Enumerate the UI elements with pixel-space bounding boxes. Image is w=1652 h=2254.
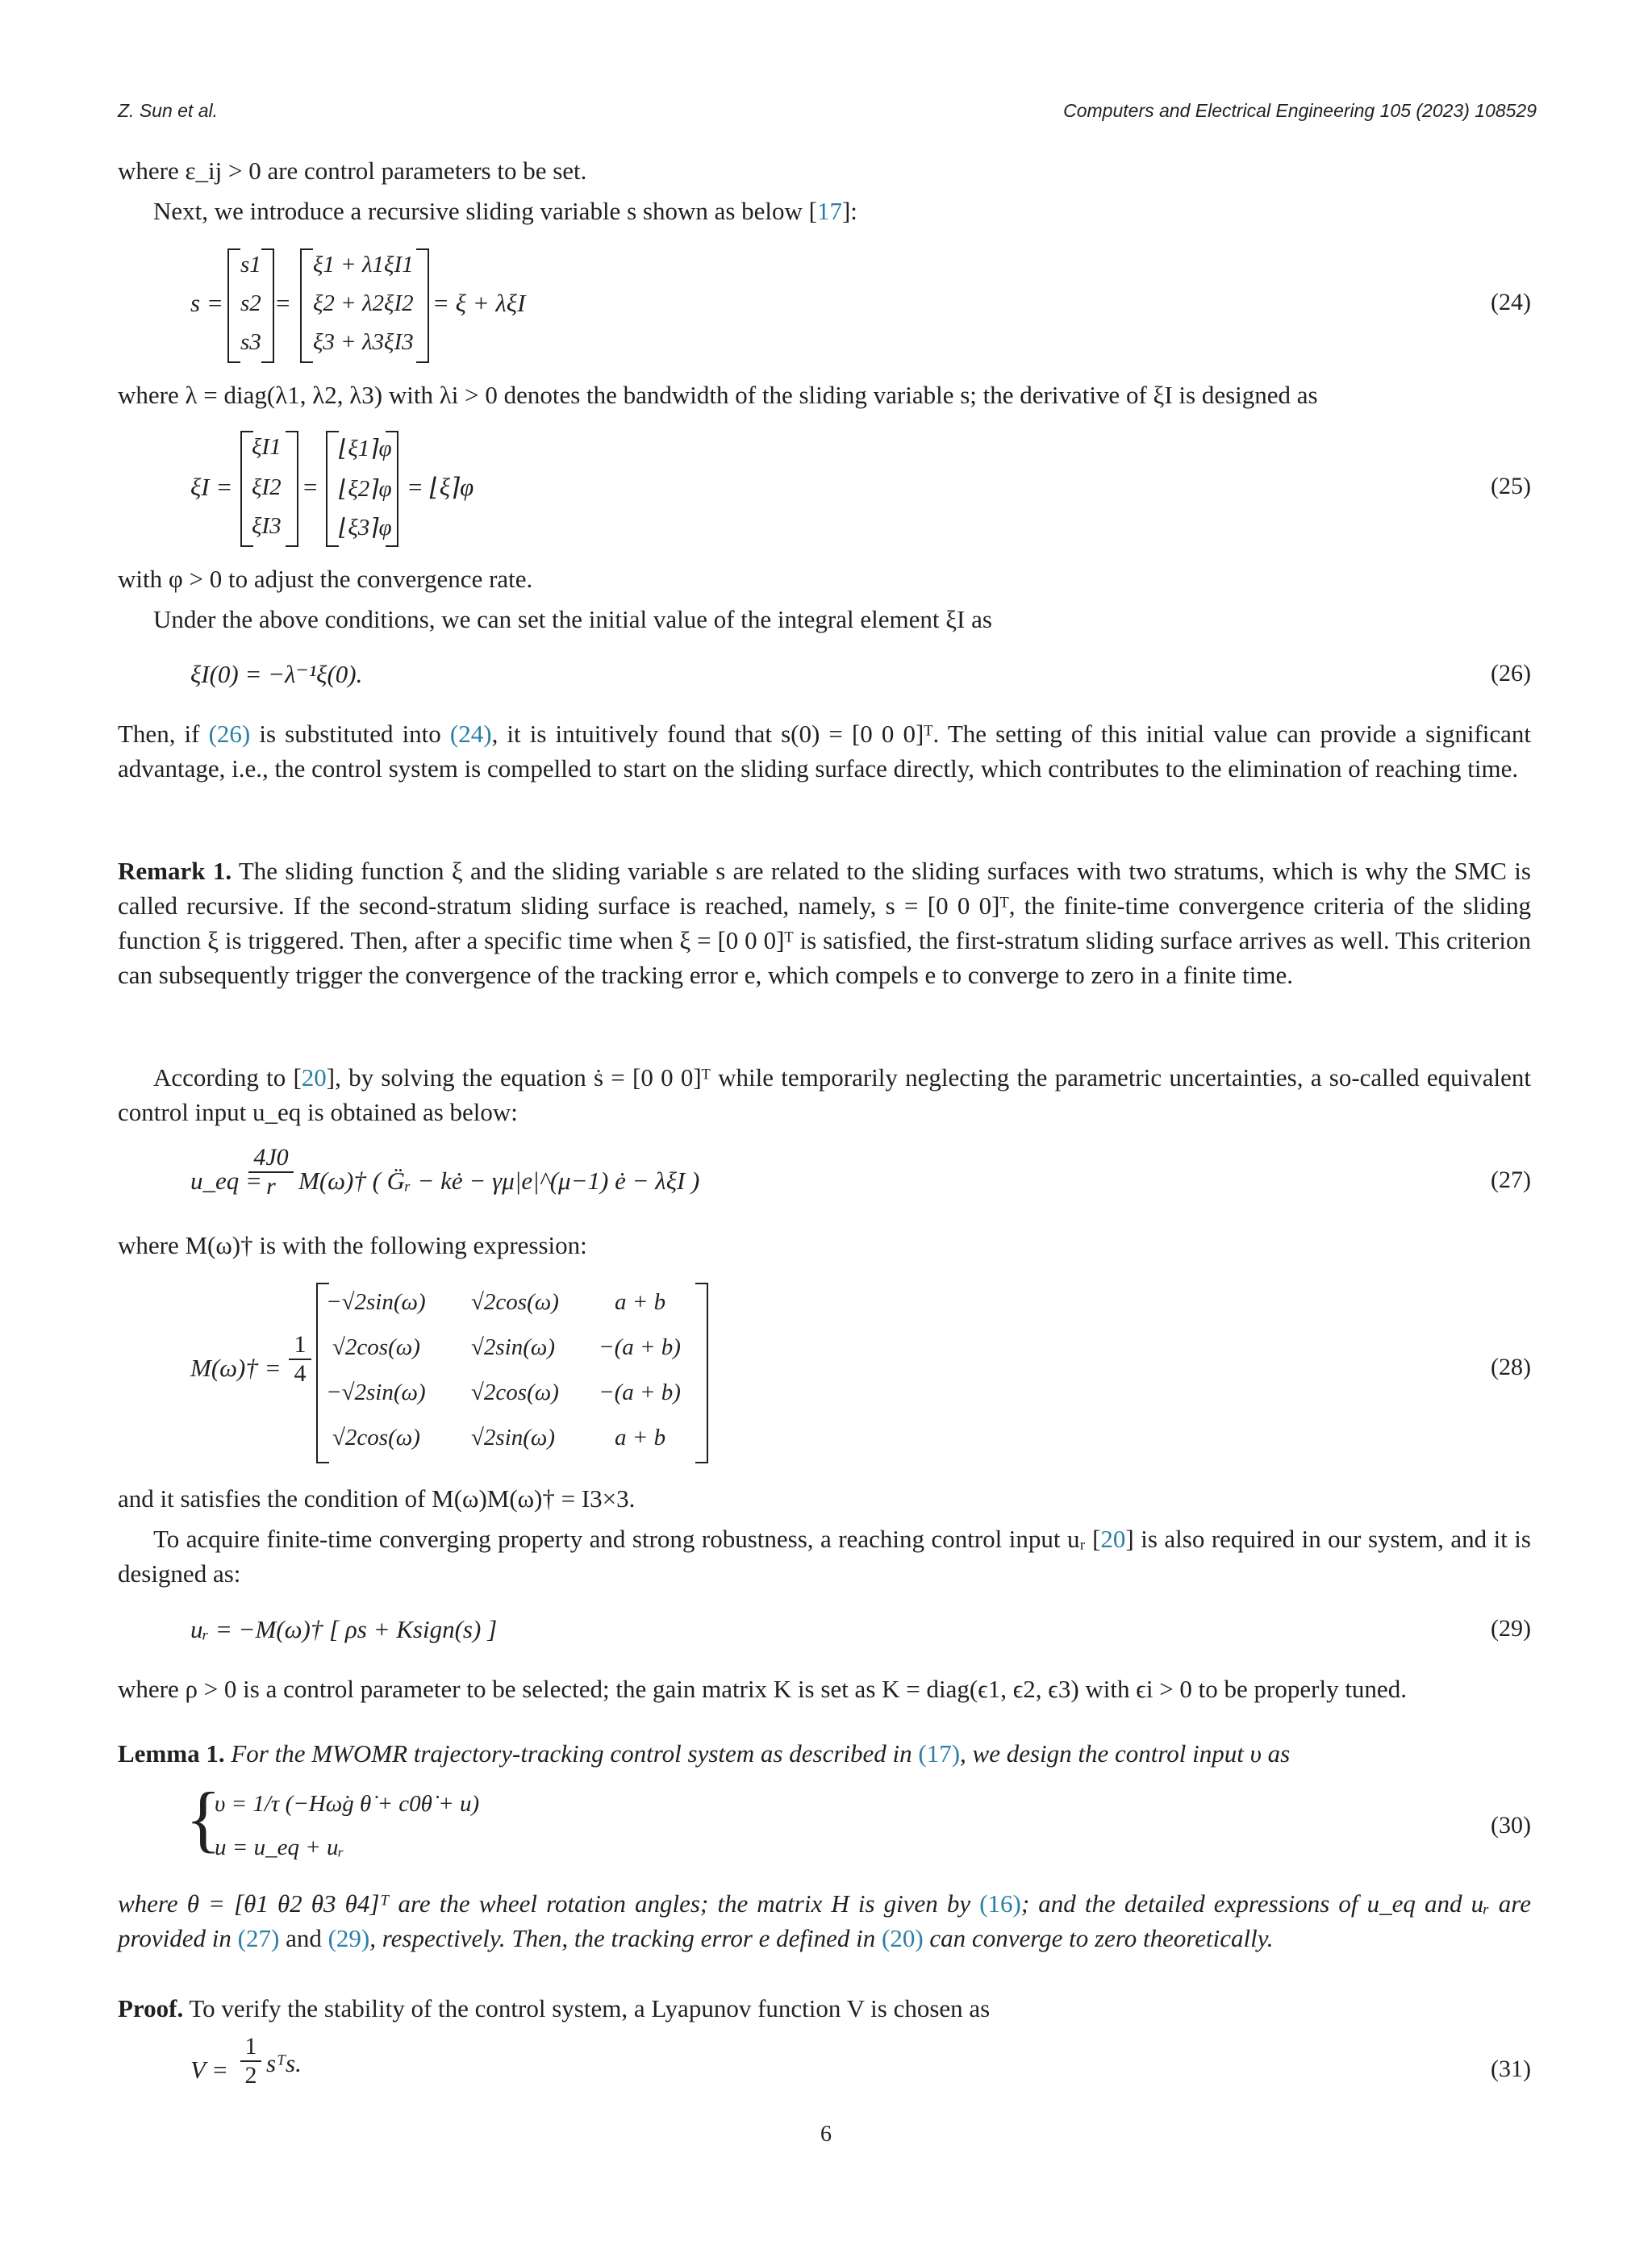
running-header-authors: Z. Sun et al. — [118, 100, 219, 121]
eq31-lhs: V = — [190, 2056, 229, 2084]
text-span: For the MWOMR trajectory-tracking control system as described in — [224, 1739, 919, 1768]
remark-body: The sliding function ξ and the sliding variable s are related to the sliding surfaces with two stratums, which is why the SMC is called recursive. If the second-stratum sliding surface is reached, namely, s = [0 0 0]ᵀ, the finite-time convergence criteria of the sliding function ξ is triggered. Then, after a specific time when ξ = [0 0 0]ᵀ is satisfied, the first-stratum sliding surface arrives as well. This criterion can subsequently trigger the convergence of the tracking error e, which compels e to converge to zero in a finite time. — [118, 857, 1531, 989]
eq27-frac-num: 4J0 — [248, 1144, 294, 1173]
equation-link-24[interactable]: (24) — [449, 720, 492, 748]
text-span: can converge to zero theoretically. — [923, 1924, 1274, 1952]
eq24-col2-row2: ξ2 + λ2ξI2 — [313, 290, 414, 316]
text-span: , we design the control input υ as — [960, 1739, 1291, 1768]
eq25-col1-row1: ξ̇I1 — [252, 434, 282, 460]
lemma-1 — [118, 1736, 1531, 1771]
bracket-right — [286, 431, 298, 547]
paragraph-substitution — [118, 716, 1531, 786]
eq24-col2-row3: ξ3 + λ3ξI3 — [313, 329, 414, 355]
eq24-col2-row1: ξ1 + λ1ξI1 — [313, 252, 414, 278]
eq25-col2-row2: ⌊ξ2⌉φ — [339, 476, 392, 502]
equation-link-27[interactable]: (27) — [237, 1924, 280, 1952]
eq24-col1-row3: s3 — [240, 329, 261, 355]
paragraph-phi: with φ > 0 to adjust the convergence rate. — [118, 565, 533, 593]
eq29-body: uᵣ = −M(ω)† [ ρs + Ksign(s) ] — [190, 1615, 498, 1643]
paragraph-sliding-intro — [118, 194, 1531, 228]
eq31-frac-num: 1 — [240, 2033, 261, 2062]
text-span: where θ = [θ1 θ2 θ3 θ4]ᵀ are the wheel rotation angles; the matrix H is given by — [118, 1889, 980, 1918]
eq30-brace: { — [186, 1777, 222, 1860]
equation-number-28: (28) — [1491, 1354, 1531, 1380]
equation-number-25: (25) — [1491, 473, 1531, 499]
eq30-line1: υ = 1/τ (−Hω̇g θ̇ + c0θ̇ + u) — [215, 1791, 480, 1817]
proof-body: To verify the stability of the control system, a Lyapunov function V is chosen as — [183, 1994, 991, 2022]
proof — [118, 1991, 1531, 2026]
eq28-r3c3: −(a + b) — [599, 1380, 681, 1405]
paragraph-control-params: where ε_ij > 0 are control parameters to be set. — [118, 157, 587, 185]
eq28-r3c2: √2cos(ω) — [471, 1380, 559, 1405]
paragraph-initial-value: Under the above conditions, we can set the initial value of the integral element ξI as — [153, 605, 992, 633]
eq25-lhs: ξ̇I = — [190, 473, 233, 501]
eq28-r4c3: a + b — [615, 1425, 666, 1450]
text-span: Next, we introduce a recursive sliding variable s shown as below [ — [153, 197, 817, 225]
eq30-line2: u = u_eq + uᵣ — [215, 1835, 344, 1860]
eq25-rhs: = ⌊ξ⌉φ — [407, 473, 474, 501]
text-span: Then, if — [118, 720, 209, 748]
eq28-r1c2: √2cos(ω) — [471, 1289, 559, 1315]
bracket-right — [261, 248, 274, 363]
equation-link-16[interactable]: (16) — [979, 1889, 1021, 1918]
bracket-right — [416, 248, 429, 363]
eq25-col1-row2: ξ̇I2 — [252, 474, 282, 500]
text-span: ; and the detailed expressions of u_eq and uᵣ are provided in — [118, 1889, 1531, 1952]
text-span: ], by solving the equation ṡ = [0 0 0]ᵀ while temporarily neglecting the parametric uncertainties, a so-called equivalent control input u_eq is obtained as below: — [118, 1063, 1532, 1126]
eq25-col2-row3: ⌊ξ3⌉φ — [339, 515, 392, 541]
eq28-r1c1: −√2sin(ω) — [326, 1289, 426, 1315]
citation-link[interactable]: 17 — [816, 197, 842, 225]
equation-number-27: (27) — [1491, 1167, 1531, 1193]
eq28-r2c3: −(a + b) — [599, 1334, 681, 1360]
equation-number-26: (26) — [1491, 660, 1531, 687]
eq31-rhs: sᵀs. — [266, 2049, 302, 2077]
eq28-frac — [289, 1331, 311, 1388]
eq28-r2c2: √2sin(ω) — [471, 1334, 556, 1360]
eq28-r3c1: −√2sin(ω) — [326, 1380, 426, 1405]
citation-link[interactable]: 20 — [301, 1063, 327, 1092]
text-span: is substituted into — [250, 720, 450, 748]
eq25-col1-row3: ξ̇I3 — [252, 513, 282, 539]
eq24-col1-row2: s2 — [240, 290, 261, 316]
equation-number-31: (31) — [1491, 2056, 1531, 2082]
eq-equals: = — [274, 289, 291, 317]
bracket-left — [326, 431, 339, 547]
remark-label: Remark 1. — [118, 857, 232, 885]
equation-number-29: (29) — [1491, 1615, 1531, 1642]
paragraph-pseudoinverse: where M(ω)† is with the following expression: — [118, 1231, 587, 1259]
eq24-rhs: = ξ + λξI — [432, 289, 526, 317]
eq27-lhs: u_eq = — [190, 1167, 262, 1195]
paragraph-lemma-conclusion — [118, 1886, 1531, 1956]
text-span: According to [ — [153, 1063, 302, 1092]
text-span: ] is also required in our system, and it is designed as: — [118, 1525, 1531, 1588]
eq28-r2c1: √2cos(ω) — [332, 1334, 420, 1360]
eq27-frac-den: r — [266, 1173, 276, 1200]
equation-link-26[interactable]: (26) — [208, 720, 251, 748]
paragraph-identity-condition: and it satisfies the condition of M(ω)M(ω)† = I3×3. — [118, 1484, 636, 1513]
eq28-r4c2: √2sin(ω) — [471, 1425, 556, 1450]
eq26-body: ξI(0) = −λ⁻¹ξ(0). — [190, 660, 363, 688]
eq27-frac — [248, 1144, 294, 1200]
lemma-label: Lemma 1. — [118, 1739, 225, 1768]
eq27-rhs: M(ω)† ( G̈ᵣ − kė − γμ|e|^(μ−1) ė − λξ̇I ) — [298, 1167, 700, 1195]
eq24-lhs: s = — [190, 289, 223, 317]
equation-link-29[interactable]: (29) — [327, 1924, 370, 1952]
eq28-r1c3: a + b — [615, 1289, 666, 1315]
text-span: , respectively. Then, the tracking error e defined in — [369, 1924, 882, 1952]
text-span: ]: — [841, 197, 857, 225]
paragraph-reaching-control — [118, 1521, 1531, 1591]
text-span: and — [279, 1924, 328, 1952]
bracket-left — [227, 248, 240, 363]
paragraph-gain-matrix: where ρ > 0 is a control parameter to be selected; the gain matrix K is set as K = diag(ϵ1, ϵ2, ϵ3) with ϵi > 0 to be properly tuned. — [118, 1675, 1407, 1703]
paragraph-equivalent-control — [118, 1060, 1531, 1129]
equation-link-20[interactable]: (20) — [882, 1924, 924, 1952]
eq-equals: = — [302, 473, 319, 501]
equation-number-30: (30) — [1491, 1812, 1531, 1839]
eq31-frac-den: 2 — [244, 2062, 257, 2089]
eq28-lhs: M(ω)† = — [190, 1354, 282, 1382]
equation-number-24: (24) — [1491, 289, 1531, 315]
bracket-left — [300, 248, 313, 363]
paragraph-lambda-bandwidth: where λ = diag(λ1, λ2, λ3) with λi > 0 denotes the bandwidth of the sliding variable s; the derivative of ξI is designed as — [118, 381, 1318, 409]
proof-label: Proof. — [118, 1994, 184, 2022]
eq28-frac-num: 1 — [289, 1331, 311, 1360]
eq25-col2-row1: ⌊ξ1⌉φ — [339, 436, 392, 461]
citation-link[interactable]: 20 — [1100, 1525, 1126, 1553]
eq28-frac-den: 4 — [294, 1360, 307, 1387]
page-number: 6 — [820, 2122, 832, 2147]
running-header-journal: Computers and Electrical Engineering 105 (2023) 108529 — [1063, 100, 1537, 121]
remark-1 — [118, 854, 1531, 992]
eq31-frac — [240, 2033, 261, 2089]
text-span: , it is intuitively found that s(0) = [0 0 0]ᵀ. The setting of this initial value can provide a significant advantage, i.e., the control system is compelled to start on the sliding surface directly, which contributes to the elimination of reaching time. — [118, 720, 1531, 783]
equation-link-17[interactable]: (17) — [918, 1739, 961, 1768]
eq28-r4c1: √2cos(ω) — [332, 1425, 420, 1450]
text-span: To acquire finite-time converging property and strong robustness, a reaching control input uᵣ [ — [153, 1525, 1101, 1553]
bracket-right — [695, 1283, 708, 1463]
eq24-col1-row1: s1 — [240, 252, 261, 278]
